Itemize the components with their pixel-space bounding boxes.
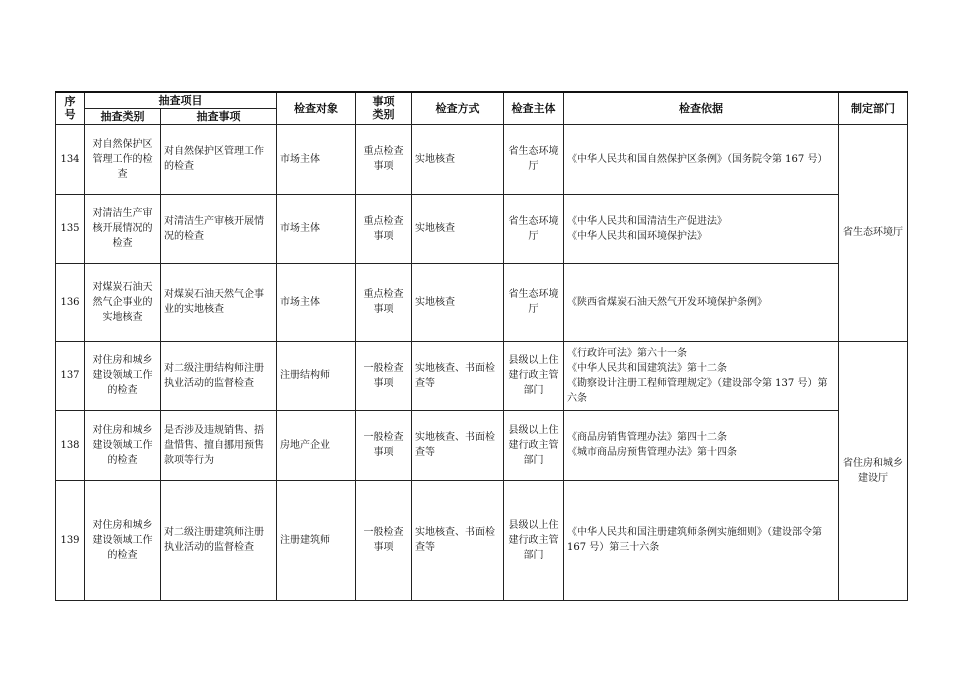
row-method: 实地核查、书面检查等 [412, 480, 504, 600]
row-item: 对二级注册建筑师注册执业活动的监督检查 [161, 480, 277, 600]
row-subject: 省生态环境厅 [504, 124, 564, 194]
row-basis: 《行政许可法》第六十一条 《中华人民共和国建筑法》第十二条 《勘察设计注册工程师管理规定》（建设部令第 137 号）第六条 [564, 341, 839, 410]
table-row [56, 124, 908, 194]
row-basis: 《中华人民共和国注册建筑师条例实施细则》（建设部令第 167 号）第三十六条 [564, 480, 839, 600]
row-basis: 《商品房销售管理办法》第四十二条 《城市商品房预售管理办法》第十四条 [564, 410, 839, 480]
row-subject: 省生态环境厅 [504, 263, 564, 341]
table-row [56, 410, 908, 480]
row-type: 重点检查事项 [356, 124, 412, 194]
dept-housing: 省住房和城乡建设厅 [839, 341, 908, 600]
row-number: 134 [56, 124, 85, 194]
row-object: 市场主体 [277, 124, 356, 194]
row-method: 实地核查 [412, 263, 504, 341]
row-type: 一般检查事项 [356, 341, 412, 410]
row-basis: 《中华人民共和国清洁生产促进法》 《中华人民共和国环境保护法》 [564, 194, 839, 263]
row-subject: 省生态环境厅 [504, 194, 564, 263]
header-type: 事项类别 [356, 92, 412, 124]
row-type: 重点检查事项 [356, 263, 412, 341]
header-seq: 序号 [56, 92, 85, 124]
row-type: 一般检查事项 [356, 480, 412, 600]
row-object: 市场主体 [277, 194, 356, 263]
header-item: 抽查事项 [161, 108, 277, 124]
row-category: 对煤炭石油天然气企事业的实地核查 [85, 263, 161, 341]
row-method: 实地核查 [412, 194, 504, 263]
row-item: 是否涉及违规销售、捂盘惜售、擅自挪用预售款项等行为 [161, 410, 277, 480]
row-subject: 县级以上住建行政主管部门 [504, 410, 564, 480]
row-object: 注册建筑师 [277, 480, 356, 600]
table-row [56, 263, 908, 341]
table-row [56, 194, 908, 263]
row-object: 市场主体 [277, 263, 356, 341]
row-method: 实地核查、书面检查等 [412, 410, 504, 480]
row-number: 138 [56, 410, 85, 480]
row-item: 对自然保护区管理工作的检查 [161, 124, 277, 194]
row-method: 实地核查、书面检查等 [412, 341, 504, 410]
row-category: 对住房和城乡建设领域工作的检查 [85, 410, 161, 480]
row-subject: 县级以上住建行政主管部门 [504, 341, 564, 410]
row-type: 一般检查事项 [356, 410, 412, 480]
table-row [56, 480, 908, 600]
row-item: 对清洁生产审核开展情况的检查 [161, 194, 277, 263]
header-subject: 检查主体 [504, 92, 564, 124]
row-number: 139 [56, 480, 85, 600]
row-category: 对住房和城乡建设领域工作的检查 [85, 341, 161, 410]
row-subject: 县级以上住建行政主管部门 [504, 480, 564, 600]
row-number: 137 [56, 341, 85, 410]
row-number: 136 [56, 263, 85, 341]
row-category: 对自然保护区管理工作的检查 [85, 124, 161, 194]
inspection-table [55, 91, 908, 601]
header-dept: 制定部门 [839, 92, 908, 124]
header-method: 检查方式 [412, 92, 504, 124]
row-item: 对煤炭石油天然气企事业的实地核查 [161, 263, 277, 341]
header-category: 抽查类别 [85, 108, 161, 124]
header-basis: 检查依据 [564, 92, 839, 124]
header-object: 检查对象 [277, 92, 356, 124]
header-project: 抽查项目 [85, 92, 277, 108]
row-item: 对二级注册结构师注册执业活动的监督检查 [161, 341, 277, 410]
row-object: 注册结构师 [277, 341, 356, 410]
table-row [56, 341, 908, 410]
row-number: 135 [56, 194, 85, 263]
row-method: 实地核查 [412, 124, 504, 194]
row-basis: 《中华人民共和国自然保护区条例》（国务院令第 167 号） [564, 124, 839, 194]
row-basis: 《陕西省煤炭石油天然气开发环境保护条例》 [564, 263, 839, 341]
dept-eco: 省生态环境厅 [839, 124, 908, 341]
row-type: 重点检查事项 [356, 194, 412, 263]
row-category: 对住房和城乡建设领域工作的检查 [85, 480, 161, 600]
row-category: 对清洁生产审核开展情况的检查 [85, 194, 161, 263]
row-object: 房地产企业 [277, 410, 356, 480]
